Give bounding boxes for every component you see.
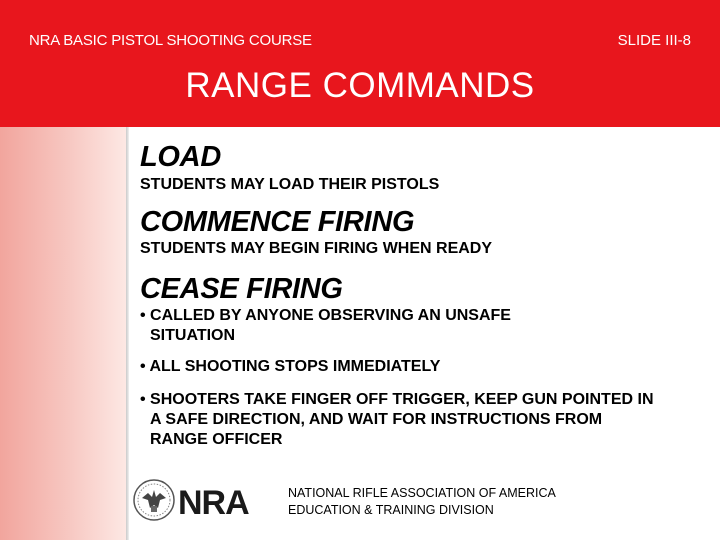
slide-title: RANGE COMMANDS — [185, 66, 535, 105]
footer-division: EDUCATION & TRAINING DIVISION — [288, 503, 494, 517]
left-band-shadow — [126, 127, 129, 540]
cease-bullet-finger-off: • SHOOTERS TAKE FINGER OFF TRIGGER, KEEP GUN POINTED IN A SAFE DIRECTION, AND WAIT FOR INSTRUCTIONS FROM RANGE OFFICER — [140, 391, 654, 448]
course-title: NRA BASIC PISTOL SHOOTING COURSE — [29, 32, 312, 49]
nra-seal-icon — [134, 480, 174, 520]
command-load-description: STUDENTS MAY LOAD THEIR PISTOLS — [140, 176, 440, 193]
command-commence-firing: COMMENCE FIRING — [140, 206, 415, 238]
nra-logo — [130, 478, 262, 522]
cease-bullet-stops: • ALL SHOOTING STOPS IMMEDIATELY — [140, 358, 441, 375]
command-load: LOAD — [140, 141, 221, 173]
footer-organization: NATIONAL RIFLE ASSOCIATION OF AMERICA — [288, 486, 556, 500]
nra-logo-text: NRA — [178, 484, 249, 522]
footer-text — [288, 485, 556, 519]
header-bar — [0, 0, 720, 127]
command-cease-firing: CEASE FIRING — [140, 273, 343, 305]
left-decorative-band — [0, 127, 126, 540]
slide-number: SLIDE III-8 — [617, 32, 691, 49]
command-commence-description: STUDENTS MAY BEGIN FIRING WHEN READY — [140, 240, 493, 257]
cease-bullet-unsafe: • CALLED BY ANYONE OBSERVING AN UNSAFE SITUATION — [140, 307, 511, 344]
